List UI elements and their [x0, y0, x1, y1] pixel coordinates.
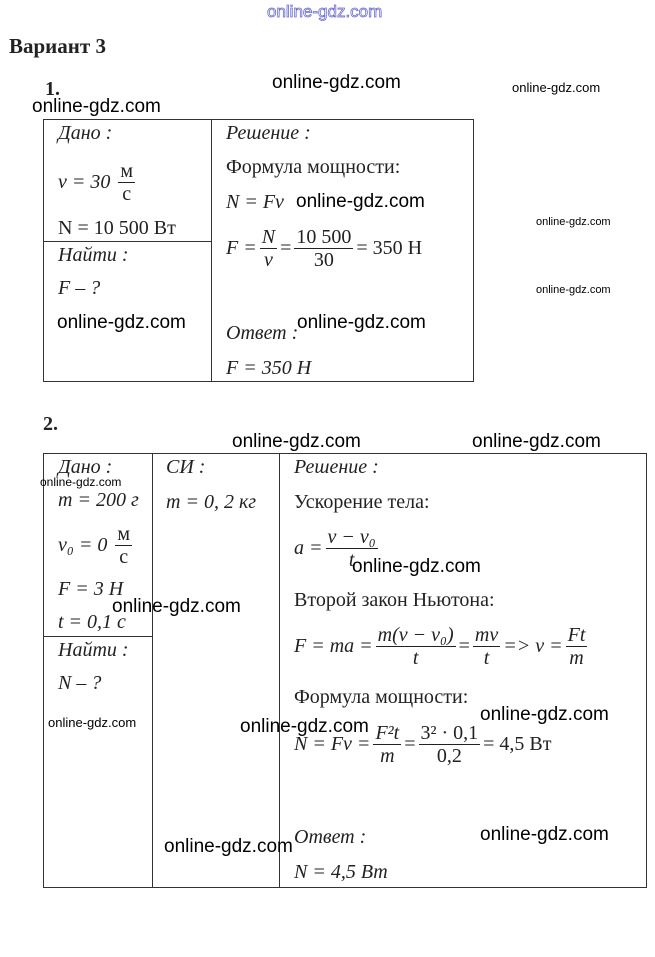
watermark: online-gdz.com — [472, 431, 601, 452]
task2-given-divider — [43, 636, 152, 637]
task1-answer-label: Ответ : — [226, 322, 299, 344]
watermark: online-gdz.com — [40, 475, 122, 489]
task2-answer: N = 4,5 Вт — [294, 861, 388, 883]
task2-si-label: СИ : — [166, 456, 206, 478]
task2-number: 2. — [43, 413, 58, 435]
watermark: online-gdz.com — [232, 431, 361, 452]
task1-power-formula-label: Формула мощности: — [226, 156, 401, 178]
task1-find-label: Найти : — [58, 244, 129, 266]
task2-power-formula: N = Fv = $\frac{\text{F²t}}{m}$ = $\frac{\text{3² · 0,1}}{0,2}$ = 4,5 Вт — [294, 722, 552, 767]
task1-divider — [211, 119, 212, 381]
watermark: online-gdz.com — [296, 191, 425, 212]
watermark: online-gdz.com — [272, 72, 401, 93]
watermark: online-gdz.com — [164, 836, 293, 857]
task2-solution-label: Решение : — [294, 456, 379, 478]
task1-given-v: v = 30 $\frac{м}{с}$ — [58, 160, 134, 205]
task1-given-divider — [43, 241, 211, 242]
task1-given-label: Дано : — [58, 122, 113, 144]
task1-force-formula: F = $\frac{N}{v}$ = $\frac{10 500}{30}$ = 350 Н — [226, 226, 423, 271]
watermark: online-gdz.com — [32, 96, 161, 117]
top-watermark: online-gdz.com — [267, 2, 383, 21]
task1-answer: F = 350 Н — [226, 357, 312, 379]
task2-newton-label: Второй закон Ньютона: — [294, 589, 495, 611]
watermark: online-gdz.com — [48, 715, 137, 730]
page-title: Вариант 3 — [9, 34, 106, 58]
task2-given-f: F = 3 Н — [58, 578, 124, 600]
task2-given-t: t = 0,1 с — [58, 611, 126, 633]
watermark: online-gdz.com — [536, 284, 611, 296]
task2-si-m: m = 0, 2 кг — [166, 491, 257, 513]
task2-find-label: Найти : — [58, 639, 129, 661]
task1-number: 1. — [45, 78, 60, 100]
task1-solution-label: Решение : — [226, 122, 311, 144]
watermark: online-gdz.com — [297, 312, 426, 333]
task2-divider-1 — [152, 453, 153, 887]
task1-given-n: N = 10 500 Вт — [58, 217, 176, 239]
task2-find: N – ? — [58, 672, 102, 694]
task2-table — [43, 453, 647, 888]
task1-find: F – ? — [58, 277, 101, 299]
task2-divider-2 — [279, 453, 280, 887]
watermark: online-gdz.com — [352, 556, 481, 577]
watermark: online-gdz.com — [240, 716, 369, 737]
task1-power-formula: N = Fv — [226, 191, 284, 213]
watermark: online-gdz.com — [512, 80, 601, 95]
task2-given-label: Дано : — [58, 456, 113, 478]
task2-power-label: Формула мощности: — [294, 686, 469, 708]
task2-given-v0: v₀ = 0 $\frac{м}{с}$ — [58, 523, 130, 568]
watermark: online-gdz.com — [112, 596, 241, 617]
task2-accel-label: Ускорение тела: — [294, 491, 430, 513]
task2-answer-label: Ответ : — [294, 826, 367, 848]
task2-newton-formula: F = ma = $\frac{\text{m(v − v₀)}}{t}$ = $\frac{mv}{t}$ => v = $\frac{Ft}{m}$ — [294, 624, 586, 669]
watermark: online-gdz.com — [536, 216, 611, 228]
watermark: online-gdz.com — [480, 824, 609, 845]
task2-accel-formula: a = $\frac{\text{v − v₀}}{t}$ — [294, 526, 376, 571]
watermark: online-gdz.com — [480, 704, 609, 725]
task2-given-m: m = 200 г — [58, 489, 139, 511]
watermark: online-gdz.com — [57, 312, 186, 333]
